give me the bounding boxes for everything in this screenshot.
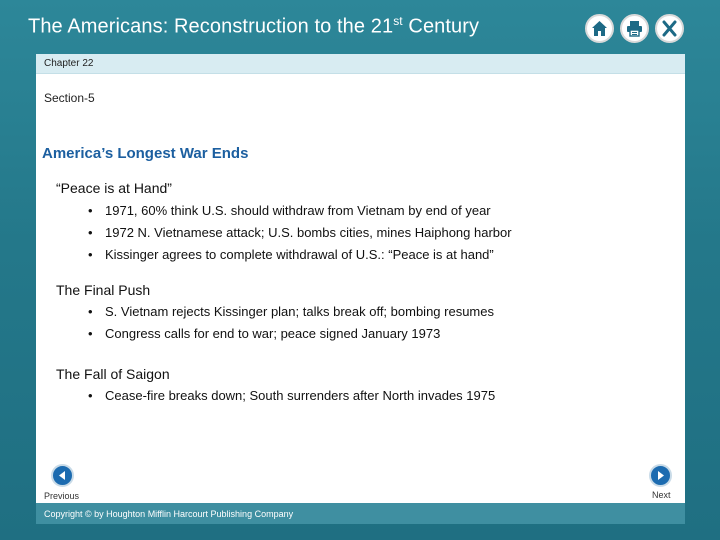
home-button[interactable] bbox=[585, 14, 614, 43]
bullet-text: Cease-fire breaks down; South surrenders after North invades 1975 bbox=[105, 388, 496, 403]
home-icon bbox=[591, 20, 608, 37]
chapter-bar bbox=[36, 54, 685, 74]
chapter-label: Chapter 22 bbox=[44, 58, 94, 69]
content-panel bbox=[36, 54, 685, 504]
slide-heading: America’s Longest War Ends bbox=[42, 145, 249, 162]
previous-button[interactable] bbox=[51, 464, 74, 487]
bullet-text: 1972 N. Vietnamese attack; U.S. bombs cities, mines Haiphong harbor bbox=[105, 225, 512, 240]
copyright-text: Copyright © by Houghton Mifflin Harcourt Publishing Company bbox=[44, 509, 294, 519]
footer-bar bbox=[36, 503, 685, 524]
header-title bbox=[28, 14, 479, 39]
group-title: The Fall of Saigon bbox=[56, 366, 170, 382]
close-icon bbox=[661, 20, 678, 37]
bullet-item bbox=[88, 304, 494, 319]
bullet-text: Kissinger agrees to complete withdrawal of U.S.: “Peace is at hand” bbox=[105, 247, 494, 262]
print-icon bbox=[626, 20, 643, 37]
bullet-text: S. Vietnam rejects Kissinger plan; talks break off; bombing resumes bbox=[105, 304, 494, 319]
arrow-left-icon bbox=[57, 470, 68, 481]
close-button[interactable] bbox=[655, 14, 684, 43]
bullet-item bbox=[88, 247, 494, 262]
next-button[interactable] bbox=[649, 464, 672, 487]
group-title: The Final Push bbox=[56, 282, 151, 298]
bullet-text: Congress calls for end to war; peace signed January 1973 bbox=[105, 326, 441, 341]
bullet-item bbox=[88, 203, 491, 218]
section-label: Section-5 bbox=[44, 91, 95, 105]
print-button[interactable] bbox=[620, 14, 649, 43]
header-icon-group bbox=[585, 14, 684, 43]
arrow-right-icon bbox=[655, 470, 666, 481]
bullet-item bbox=[88, 225, 512, 240]
next-label[interactable]: Next bbox=[652, 490, 671, 500]
bullet-item bbox=[88, 388, 495, 403]
header-title-end: Century bbox=[402, 15, 480, 38]
previous-label[interactable]: Previous bbox=[44, 491, 80, 501]
header-title-main: The Americans: Reconstruction to the 21 bbox=[28, 15, 394, 38]
header-title-sup: st bbox=[393, 14, 403, 28]
group-title: “Peace is at Hand” bbox=[56, 180, 172, 196]
bullet-text: 1971, 60% think U.S. should withdraw from Vietnam by end of year bbox=[105, 203, 491, 218]
bullet-item bbox=[88, 326, 440, 341]
